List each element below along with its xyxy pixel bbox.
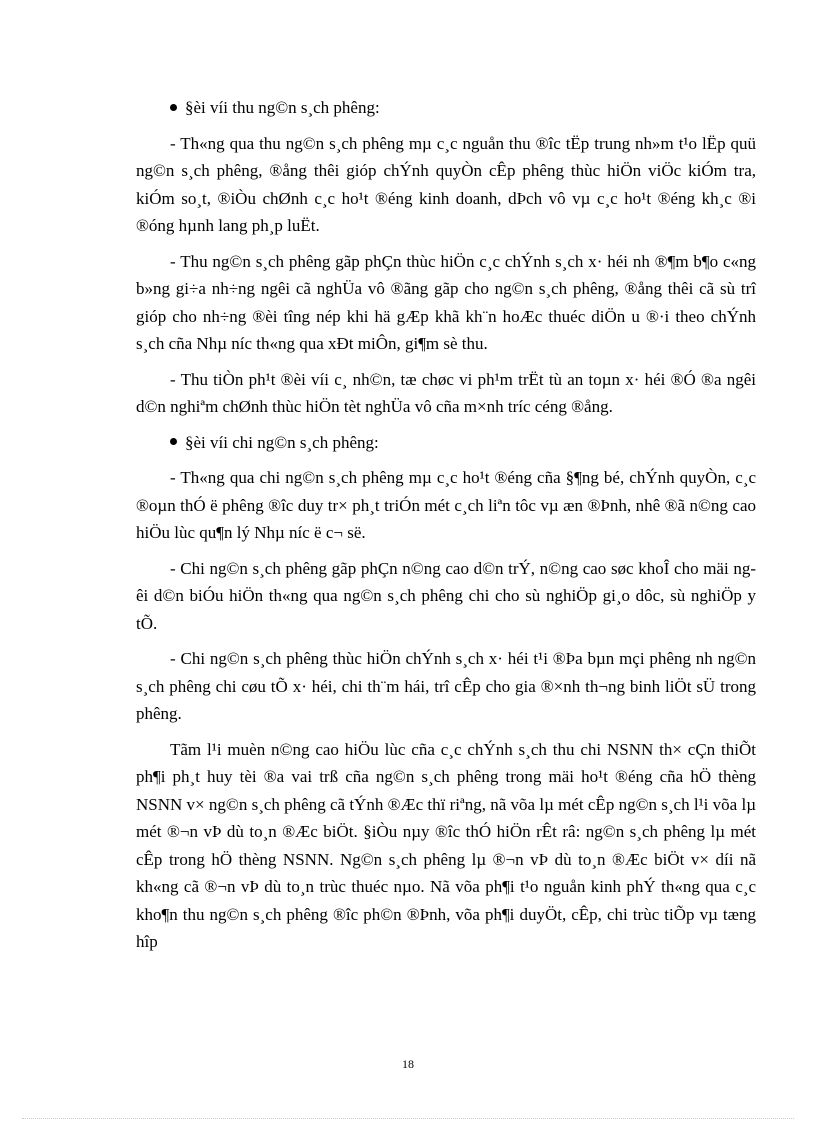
paragraph: - Thu tiÒn ph¹t ®èi víi c¸ nh©n, tæ chøc vi ph¹m trËt tù an toµn x· héi ®Ó ®a ngêi d©n nghiªm chØnh thùc hiÖn tèt nghÜa vô cña m×nh tríc céng ®ång.	[136, 369, 756, 416]
bullet-icon	[170, 438, 177, 445]
section-heading-revenue	[136, 94, 756, 122]
paragraph: - Th«ng qua chi ng©n s¸ch phêng mµ c¸c ho¹t ®éng cña §¶ng bé, chÝnh quyÒn, c¸c ®oµn thÓ ë phêng ®îc duy tr× ph¸t triÓn mét c¸ch liªn tôc vµ æn ®Þnh, nhê ®ã n©ng cao hiÖu lùc qu¶n lý Nhµ níc ë c¬ së.	[136, 468, 756, 542]
page-content	[136, 94, 756, 964]
section-heading-text: §èi víi chi ng©n s¸ch phêng:	[185, 432, 379, 452]
section-heading-expenditure	[136, 429, 756, 457]
paragraph: - Chi ng©n s¸ch phêng thùc hiÖn chÝnh s¸ch x· héi t¹i ®Þa bµn mçi phêng nh ng©n s¸ch phêng chi cøu tÕ x· héi, chi th¨m hái, trî cÊp cho gia ®×nh th¬ng binh liÖt sÜ trong phêng.	[136, 649, 756, 723]
page-bottom-divider	[22, 1118, 794, 1119]
summary-paragraph: Tãm l¹i muèn n©ng cao hiÖu lùc cña c¸c chÝnh s¸ch thu chi NSNN th× cÇn thiÕt ph¶i ph¸t huy tèi ®a vai trß cña ng©n s¸ch phêng trong mäi ho¹t ®éng cña hÖ thèng NSNN v× ng©n s¸ch phêng cã tÝnh ®Æc thï riªng, nã võa lµ mét cÊp ng©n s¸ch l¹i võa lµ mét ®¬n vÞ dù to¸n ®Æc biÖt. §iÒu nµy ®îc thÓ hiÖn rÊt râ: ng©n s¸ch phêng lµ mét cÊp trong hÖ thèng NSNN. Ng©n s¸ch phêng lµ ®¬n vÞ dù to¸n ®Æc biÖt v× díi nã kh«ng cã ®¬n vÞ dù to¸n trùc thuéc nµo. Nã võa ph¶i t¹o nguån kinh phÝ th«ng qua c¸c kho¶n thu ng©n s¸ch phêng ®îc ph©n ®Þnh, võa ph¶i duyÖt, cÊp, chi trùc tiÕp vµ tæng hîp	[136, 739, 756, 951]
section-heading-text: §èi víi thu ng©n s¸ch phêng:	[185, 98, 380, 117]
page-number: 18	[402, 1057, 414, 1071]
bullet-icon	[170, 104, 177, 111]
paragraph: - Thu ng©n s¸ch phêng gãp phÇn thùc hiÖn c¸c chÝnh s¸ch x· héi nh ®¶m b¶o c«ng b»ng gi÷a nh÷ng ngêi cã nghÜa vô ®ãng gãp cho ng©n s¸ch phêng, ®ång thêi cã sù trî gióp cho nh÷ng ®èi tîng nép khi hä gÆp khã kh¨n hoÆc thuéc diÖn u ®·i theo chÝnh s¸ch cña Nhµ níc th«ng qua xÐt miÔn, gi¶m sè thu.	[136, 251, 756, 353]
paragraph: - Chi ng©n s¸ch phêng gãp phÇn n©ng cao d©n trÝ, n©ng cao søc khoÎ cho mäi ngêi d©n biÓu hiÖn th«ng qua ng©n s¸ch phêng chi cho sù nghiÖp gi¸o dôc, sù nghiÖp y tÕ.	[136, 558, 756, 633]
paragraph: - Th«ng qua thu ng©n s¸ch phêng mµ c¸c nguån thu ®îc tËp trung nh»m t¹o lËp quü ng©n s¸ch phêng, ®ång thêi gióp chÝnh quyÒn cÊp phêng thùc hiÖn viÖc kiÓm tra, kiÓm so¸t, ®iÒu chØnh c¸c ho¹t ®éng kinh doanh, dÞch vô vµ c¸c ho¹t ®éng kh¸c ®i ®óng hµnh lang ph¸p luËt.	[136, 133, 756, 235]
